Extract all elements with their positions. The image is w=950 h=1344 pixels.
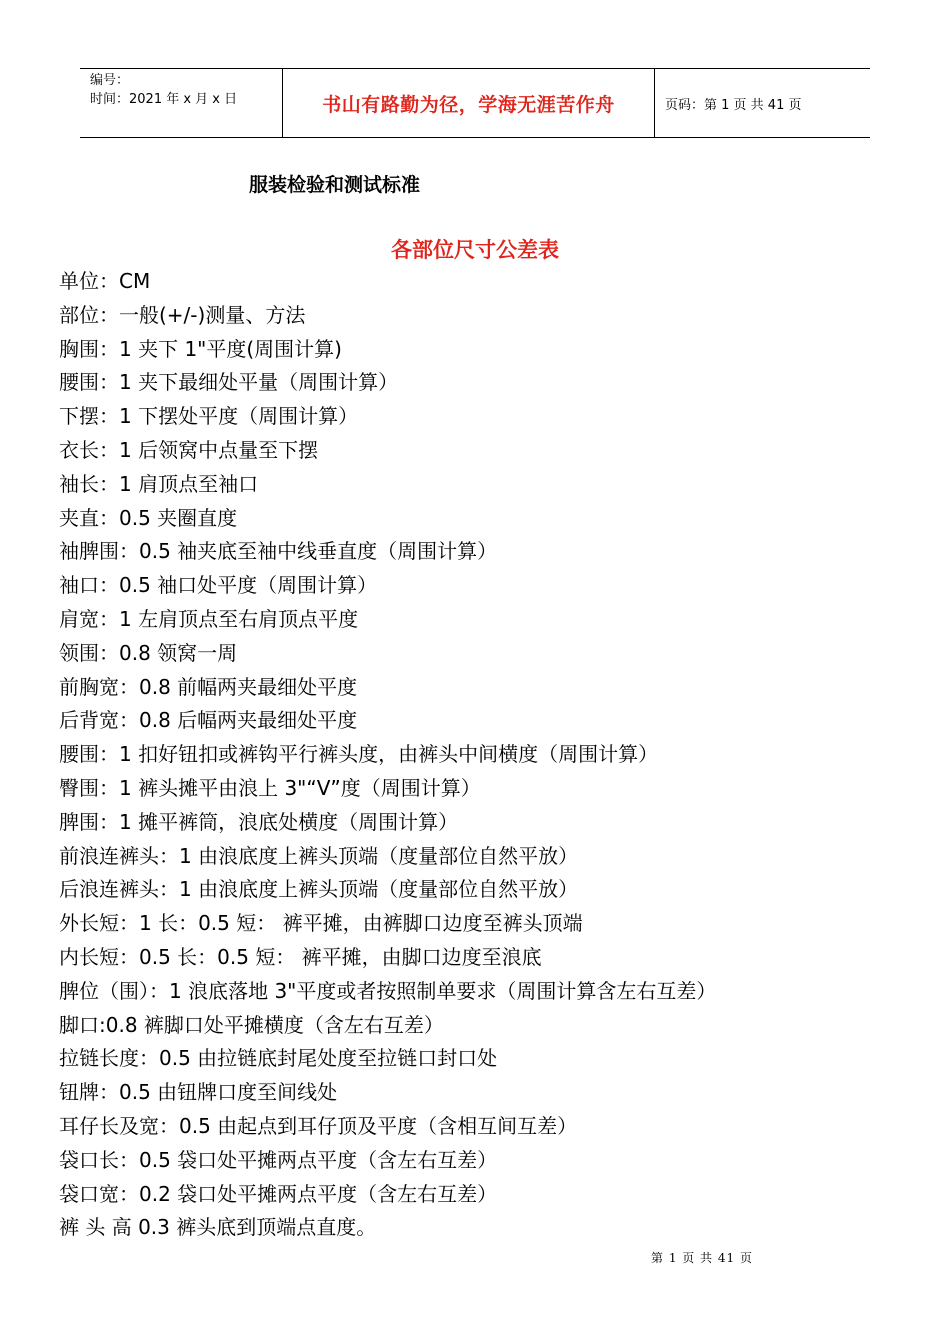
tolerance-line: 胸围：1 夹下 1"平度(周围计算)	[59, 336, 342, 361]
tolerance-line: 下摆：1 下摆处平度（周围计算）	[59, 404, 359, 429]
tolerance-line: 脚口:0.8 裤脚口处平摊横度（含左右互差）	[59, 1012, 444, 1037]
tolerance-line: 脾围：1 摊平裤筒，浪底处横度（周围计算）	[59, 809, 459, 834]
tolerance-line: 裤 头 高 0.3 裤头底到顶端点直度。	[59, 1215, 377, 1240]
tolerance-line: 袖脾围：0.5 袖夹底至袖中线垂直度（周围计算）	[59, 539, 498, 564]
tolerance-line: 钮牌：0.5 由钮牌口度至间线处	[59, 1080, 338, 1105]
tolerance-line: 耳仔长及宽：0.5 由起点到耳仔顶及平度（含相互间互差）	[59, 1113, 578, 1138]
document-time: 时间：2021 年 x 月 x 日	[90, 92, 238, 107]
header-left-cell	[80, 69, 283, 137]
section-title: 各部位尺寸公差表	[391, 237, 559, 262]
document-title: 服装检验和测试标准	[249, 174, 421, 196]
tolerance-line: 臀围：1 裤头摊平由浪上 3"“V”度（周围计算）	[59, 775, 481, 800]
tolerance-line: 前胸宽：0.8 前幅两夹最细处平度	[59, 674, 358, 699]
tolerance-line: 前浪连裤头：1 由浪底度上裤头顶端（度量部位自然平放）	[59, 843, 579, 868]
tolerance-list	[59, 265, 919, 1245]
tolerance-line: 内长短：0.5 长：0.5 短： 裤平摊，由脚口边度至浪底	[59, 944, 542, 969]
tolerance-line: 领围：0.8 领窝一周	[59, 640, 238, 665]
tolerance-line: 脾位（围）：1 浪底落地 3"平度或者按照制单要求（周围计算含左右互差）	[59, 978, 717, 1003]
tolerance-line: 部位：一般(+/-)测量、方法	[59, 302, 306, 327]
tolerance-line: 夹直：0.5 夹圈直度	[59, 505, 238, 530]
tolerance-line: 腰围：1 夹下最细处平量（周围计算）	[59, 370, 399, 395]
tolerance-line: 袖长：1 肩顶点至袖口	[59, 471, 259, 496]
tolerance-line: 拉链长度：0.5 由拉链底封尾处度至拉链口封口处	[59, 1046, 498, 1071]
tolerance-line: 袋口宽：0.2 袋口处平摊两点平度（含左右互差）	[59, 1181, 498, 1206]
page-info: 页码：第 1 页 共 41 页	[665, 97, 802, 113]
tolerance-line: 后浪连裤头：1 由浪底度上裤头顶端（度量部位自然平放）	[59, 877, 579, 902]
tolerance-line: 单位：CM	[59, 269, 151, 293]
header-page-cell	[655, 69, 870, 137]
tolerance-line: 袋口长：0.5 袋口处平摊两点平度（含左右互差）	[59, 1147, 498, 1172]
header-motto-cell	[283, 69, 655, 137]
tolerance-line: 衣长：1 后领窝中点量至下摆	[59, 437, 319, 462]
header-table	[80, 68, 870, 138]
tolerance-line: 肩宽：1 左肩顶点至右肩顶点平度	[59, 606, 359, 631]
tolerance-line: 腰围：1 扣好钮扣或裤钩平行裤头度，由裤头中间横度（周围计算）	[59, 742, 659, 767]
document-number: 编号：	[90, 73, 130, 88]
tolerance-line: 后背宽：0.8 后幅两夹最细处平度	[59, 708, 358, 733]
motto: 书山有路勤为径，学海无涯苦作舟	[322, 93, 615, 116]
tolerance-line: 外长短：1 长：0.5 短： 裤平摊，由裤脚口边度至裤头顶端	[59, 911, 583, 936]
tolerance-line: 袖口：0.5 袖口处平度（周围计算）	[59, 573, 378, 598]
page-footer: 第 1 页 共 41 页	[651, 1251, 753, 1265]
